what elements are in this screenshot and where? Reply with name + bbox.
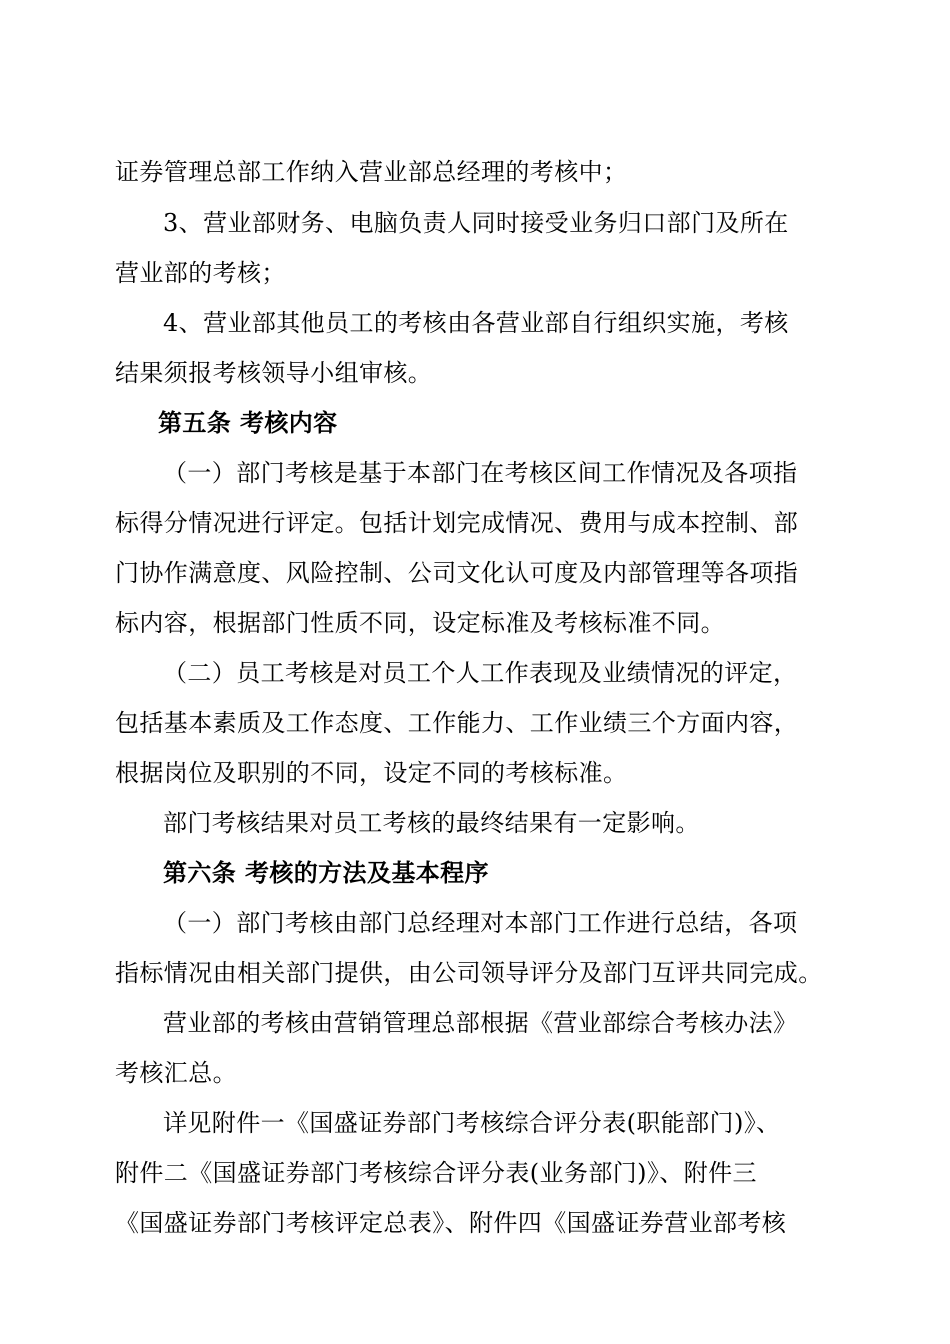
paragraph-start: （一）部门考核是基于本部门在考核区间工作情况及各项指 xyxy=(163,459,798,487)
body-text-line: 附件二《国盛证券部门考核综合评分表(业务部门)》、附件三 xyxy=(115,1159,757,1187)
body-text-line: 营业部的考核； xyxy=(115,259,286,287)
body-text-line: 证券管理总部工作纳入营业部总经理的考核中； xyxy=(115,158,628,186)
list-item-4: 4、营业部其他员工的考核由各营业部自行组织实施，考核 xyxy=(163,309,789,337)
paragraph-start: 营业部的考核由营销管理总部根据《营业部综合考核办法》 xyxy=(163,1009,798,1037)
body-text-line: 包括基本素质及工作态度、工作能力、工作业绩三个方面内容， xyxy=(115,709,799,737)
body-text-line: 标得分情况进行评定。包括计划完成情况、费用与成本控制、部 xyxy=(115,509,799,537)
body-text-line: 《国盛证券部门考核评定总表》、附件四《国盛证券营业部考核 xyxy=(115,1209,787,1237)
list-item-3: 3、营业部财务、电脑负责人同时接受业务归口部门及所在 xyxy=(163,209,789,237)
body-text-line: 考核汇总。 xyxy=(115,1059,237,1087)
paragraph-start: 部门考核结果对员工考核的最终结果有一定影响。 xyxy=(163,809,700,837)
body-text-line: 门协作满意度、风险控制、公司文化认可度及内部管理等各项指 xyxy=(115,559,799,587)
body-text-line: 结果须报考核领导小组审核。 xyxy=(115,359,433,387)
body-text-line: 指标情况由相关部门提供，由公司领导评分及部门互评共同完成。 xyxy=(115,959,823,987)
paragraph-start: （一）部门考核由部门总经理对本部门工作进行总结，各项 xyxy=(163,909,798,937)
paragraph-start: 详见附件一《国盛证券部门考核综合评分表(职能部门)》、 xyxy=(163,1109,781,1137)
section-heading-article-6: 第六条 考核的方法及基本程序 xyxy=(163,858,489,887)
body-text-line: 标内容，根据部门性质不同，设定标准及考核标准不同。 xyxy=(115,609,725,637)
body-text-line: 根据岗位及职别的不同，设定不同的考核标准。 xyxy=(115,759,628,787)
paragraph-start: （二）员工考核是对员工个人工作表现及业绩情况的评定， xyxy=(163,659,798,687)
section-heading-article-5: 第五条 考核内容 xyxy=(158,408,338,437)
